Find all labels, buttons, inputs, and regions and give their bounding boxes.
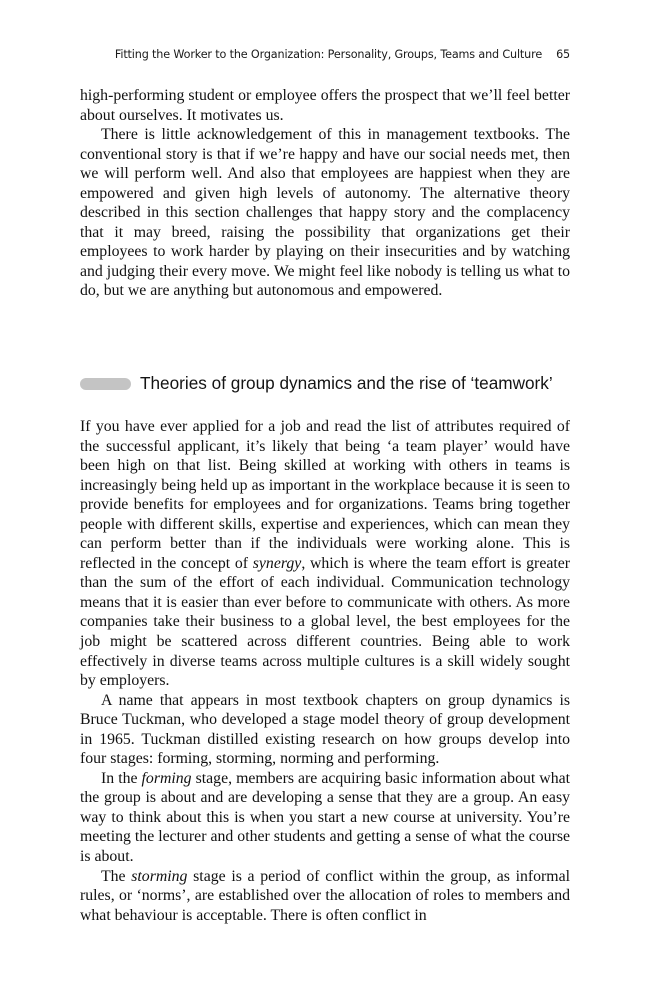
paragraph-continued: high-performing student or employee offers the prospect that we’ll feel better about ourselves. It motivates us.	[80, 87, 570, 124]
term-emphasis: synergy	[252, 554, 302, 572]
paragraph-text: If you have ever applied for a job and read the list of attributes required of the successful applicant, it’s likely that being ‘a team player’ would have been high on that list. Being skilled at working with others in teams is increasingly being held up as important in the workplace because it is seen to provide benefits for employees and for organizations. Teams bring together people with different skills, expertise and experiences, which can mean they can perform better than if the individuals were working alone. This is reflected in the concept of	[80, 418, 570, 572]
paragraph	[80, 417, 570, 691]
paragraph-text: The	[101, 867, 132, 885]
paragraph-text: stage, members are acquiring basic information about what the group is about and are developing a sense that they are a group. An easy way to think about this is when you start a new course at university. You’re meeting the lecturer and other students and getting a sense of what the course is about.	[80, 769, 570, 866]
paragraph-text: , which is where the team effort is greater than the sum of the effort of each individual. Communication technology means that it is easier than ever before to communicate with others. As more companies take their business to a global level, the best employees for the job might be scattered across different countries. Being able to work effectively in diverse teams across multiple cultures is a skill widely sought by employers.	[80, 554, 570, 690]
page-number: 65	[556, 48, 570, 61]
paragraph	[80, 867, 570, 926]
paragraph-text: stage is a period of conflict within the group, as informal rules, or ‘norms’, are established over the allocation of roles to members and what behaviour is acceptable. There is often conflict in	[80, 867, 570, 924]
term-emphasis: storming	[131, 867, 188, 885]
text-block-section	[80, 417, 570, 925]
running-head	[80, 48, 570, 61]
running-head-title: Fitting the Worker to the Organization: Personality, Groups, Teams and Culture	[114, 48, 543, 61]
paragraph	[80, 769, 570, 867]
text-block-intro	[80, 86, 570, 301]
paragraph-text: In the	[101, 769, 142, 787]
section-heading-text: Theories of group dynamics and the rise of ‘teamwork’	[140, 373, 553, 393]
section-heading	[80, 373, 570, 394]
term-emphasis: forming	[141, 769, 192, 787]
heading-marker-bar	[80, 378, 131, 390]
paragraph: A name that appears in most textbook chapters on group dynamics is Bruce Tuckman, who developed a stage model theory of group development in 1965. Tuckman distilled existing research on how groups develop into four stages: forming, storming, norming and performing.	[80, 691, 570, 768]
paragraph: There is little acknowledgement of this in management textbooks. The conventional story is that if we’re happy and have our social needs met, then we will perform well. And also that employees are happiest when they are empowered and given high levels of autonomy. The alternative theory described in this section challenges that happy story and the complacency that it may breed, raising the possibility that organizations get their employees to work harder by playing on their insecurities and by watching and judging their every move. We might feel like nobody is telling us what to do, but we are anything but autonomous and empowered.	[80, 126, 570, 300]
